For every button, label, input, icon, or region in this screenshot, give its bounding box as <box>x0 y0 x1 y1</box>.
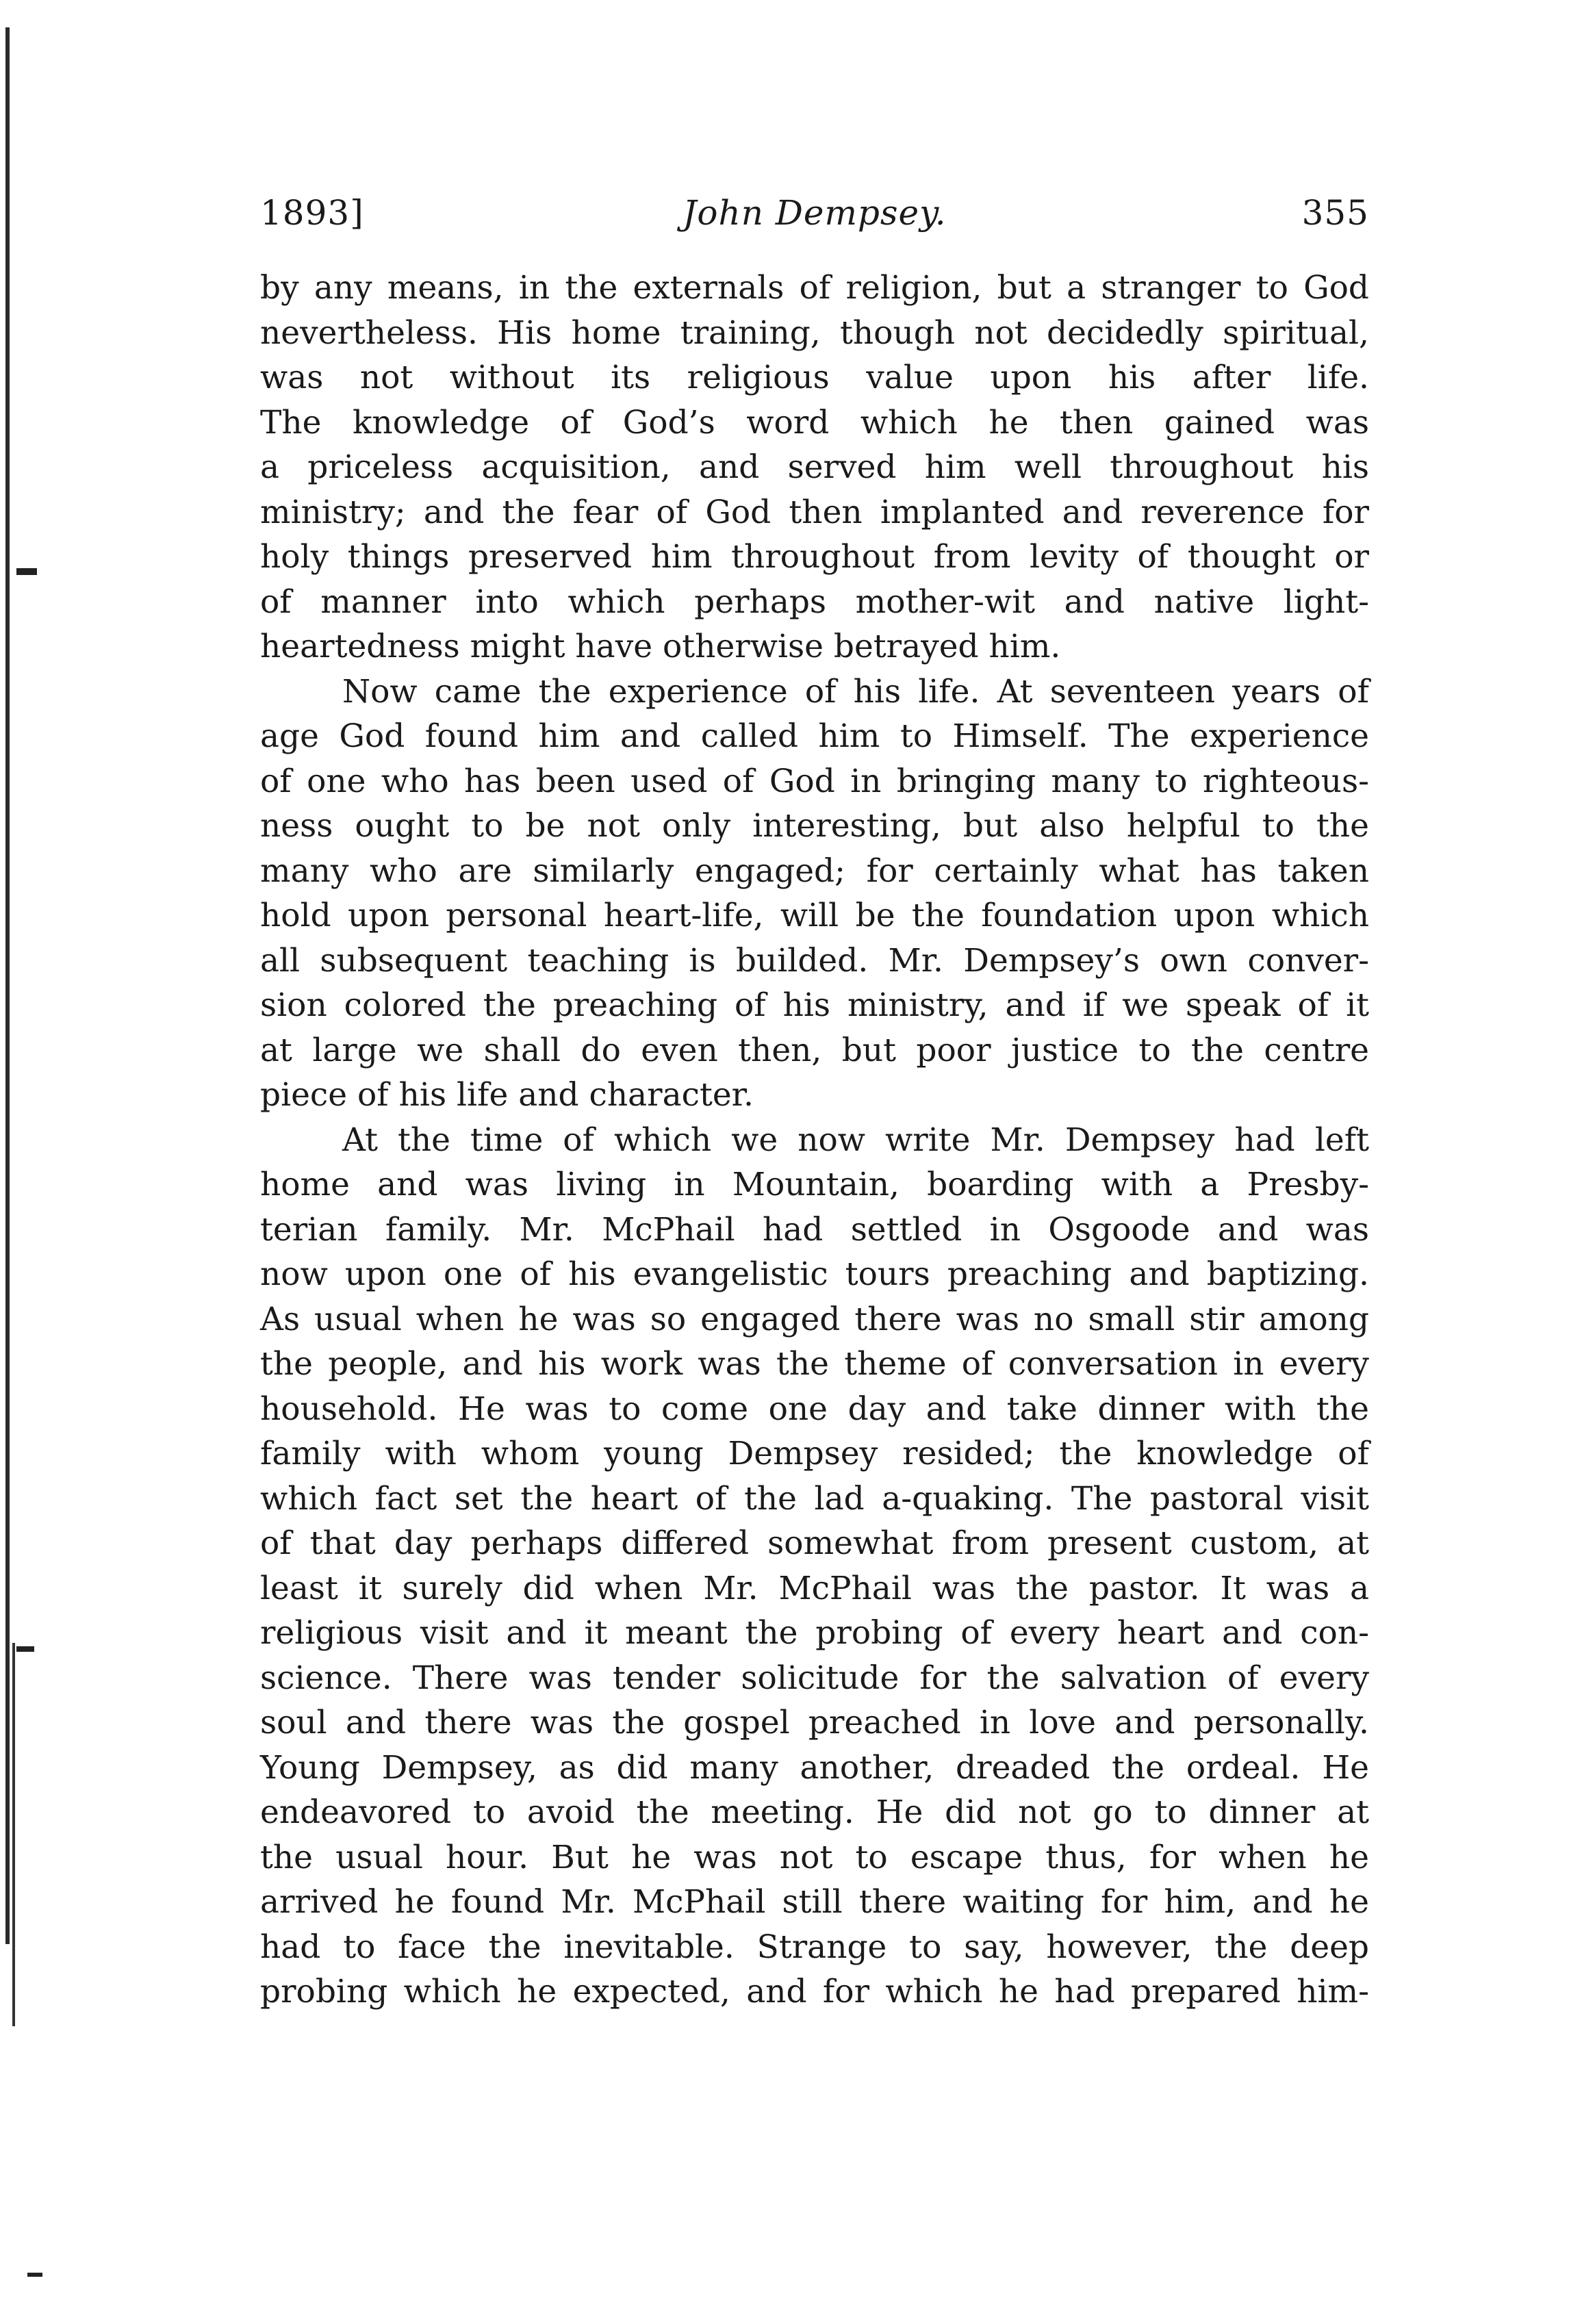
body-text <box>260 266 1369 2015</box>
text-line: science. There was tender solicitude for the salvation of every <box>260 1659 1369 1697</box>
text-line: sion colored the preaching of his ministry, and if we speak of it <box>260 986 1369 1024</box>
text-line: was not without its religious value upon his after life. <box>260 359 1369 396</box>
binding-edge <box>5 27 10 1944</box>
text-line: of manner into which perhaps mother-wit and native light- <box>260 583 1369 621</box>
text-line: religious visit and it meant the probing of every heart and con- <box>260 1614 1369 1652</box>
text-line: terian family. Mr. McPhail had settled in Osgoode and was <box>260 1210 1369 1249</box>
text-line: of one who has been used of God in bringing many to righteous- <box>260 762 1369 800</box>
text-line: least it surely did when Mr. McPhail was the pastor. It was a <box>260 1569 1369 1607</box>
page-number: 355 <box>1301 193 1369 233</box>
text-line: ness ought to be not only interesting, but also helpful to the <box>260 807 1369 845</box>
running-head-title: John Dempsey. <box>682 193 947 233</box>
text-line: piece of his life and character. <box>260 1076 754 1114</box>
margin-mark <box>27 2273 42 2277</box>
text-line: now upon one of his evangelistic tours preaching and baptizing. <box>260 1255 1369 1293</box>
text-line: arrived he found Mr. McPhail still there waiting for him, and he <box>260 1883 1369 1921</box>
text-line: the usual hour. But he was not to escape thus, for when he <box>260 1838 1369 1876</box>
text-line: soul and there was the gospel preached in love and personally. <box>260 1704 1369 1741</box>
text-line: by any means, in the externals of religion, but a stranger to God <box>260 269 1369 307</box>
text-line: household. He was to come one day and take dinner with the <box>260 1390 1369 1428</box>
text-line: all subsequent teaching is builded. Mr. Dempsey’s own conver- <box>260 941 1369 980</box>
text-line: As usual when he was so engaged there was no small stir among <box>260 1300 1369 1338</box>
text-line: endeavored to avoid the meeting. He did not go to dinner at <box>260 1793 1369 1831</box>
text-line: home and was living in Mountain, boarding with a Presby- <box>260 1166 1369 1203</box>
text-line: a priceless acquisition, and served him well throughout his <box>260 448 1369 486</box>
margin-mark <box>16 1646 34 1652</box>
text-line: age God found him and called him to Himself. The experience <box>260 717 1369 755</box>
text-line: the people, and his work was the theme of conversation in every <box>260 1345 1369 1383</box>
text-line: ministry; and the fear of God then implanted and reverence for <box>260 493 1369 531</box>
text-line: The knowledge of God’s word which he then gained was <box>260 403 1369 442</box>
running-head <box>260 193 1369 241</box>
text-line: family with whom young Dempsey resided; the knowledge of <box>260 1435 1369 1472</box>
margin-mark <box>16 568 37 575</box>
text-line: Now came the experience of his life. At seventeen years of <box>342 672 1369 711</box>
text-line: heartedness might have otherwise betrayed him. <box>260 628 1061 665</box>
text-line: hold upon personal heart-life, will be the foundation upon which <box>260 897 1369 934</box>
text-line: had to face the inevitable. Strange to say, however, the deep <box>260 1928 1369 1966</box>
text-line: probing which he expected, and for which he had prepared him- <box>260 1973 1369 2010</box>
text-line: nevertheless. His home training, though not decidedly spiritual, <box>260 314 1369 352</box>
text-line: of that day perhaps differed somewhat from present custom, at <box>260 1524 1369 1562</box>
text-line: many who are similarly engaged; for certainly what has taken <box>260 852 1369 890</box>
text-line: holy things preserved him throughout from levity of thought or <box>260 538 1369 576</box>
text-line: Young Dempsey, as did many another, dreaded the ordeal. He <box>260 1748 1369 1787</box>
text-line: at large we shall do even then, but poor justice to the centre <box>260 1031 1369 1069</box>
running-head-year: 1893] <box>260 193 364 233</box>
text-line: which fact set the heart of the lad a-quaking. The pastoral visit <box>260 1479 1369 1518</box>
binding-edge-lower <box>12 1643 15 2026</box>
text-line: At the time of which we now write Mr. Dempsey had left <box>342 1121 1369 1159</box>
